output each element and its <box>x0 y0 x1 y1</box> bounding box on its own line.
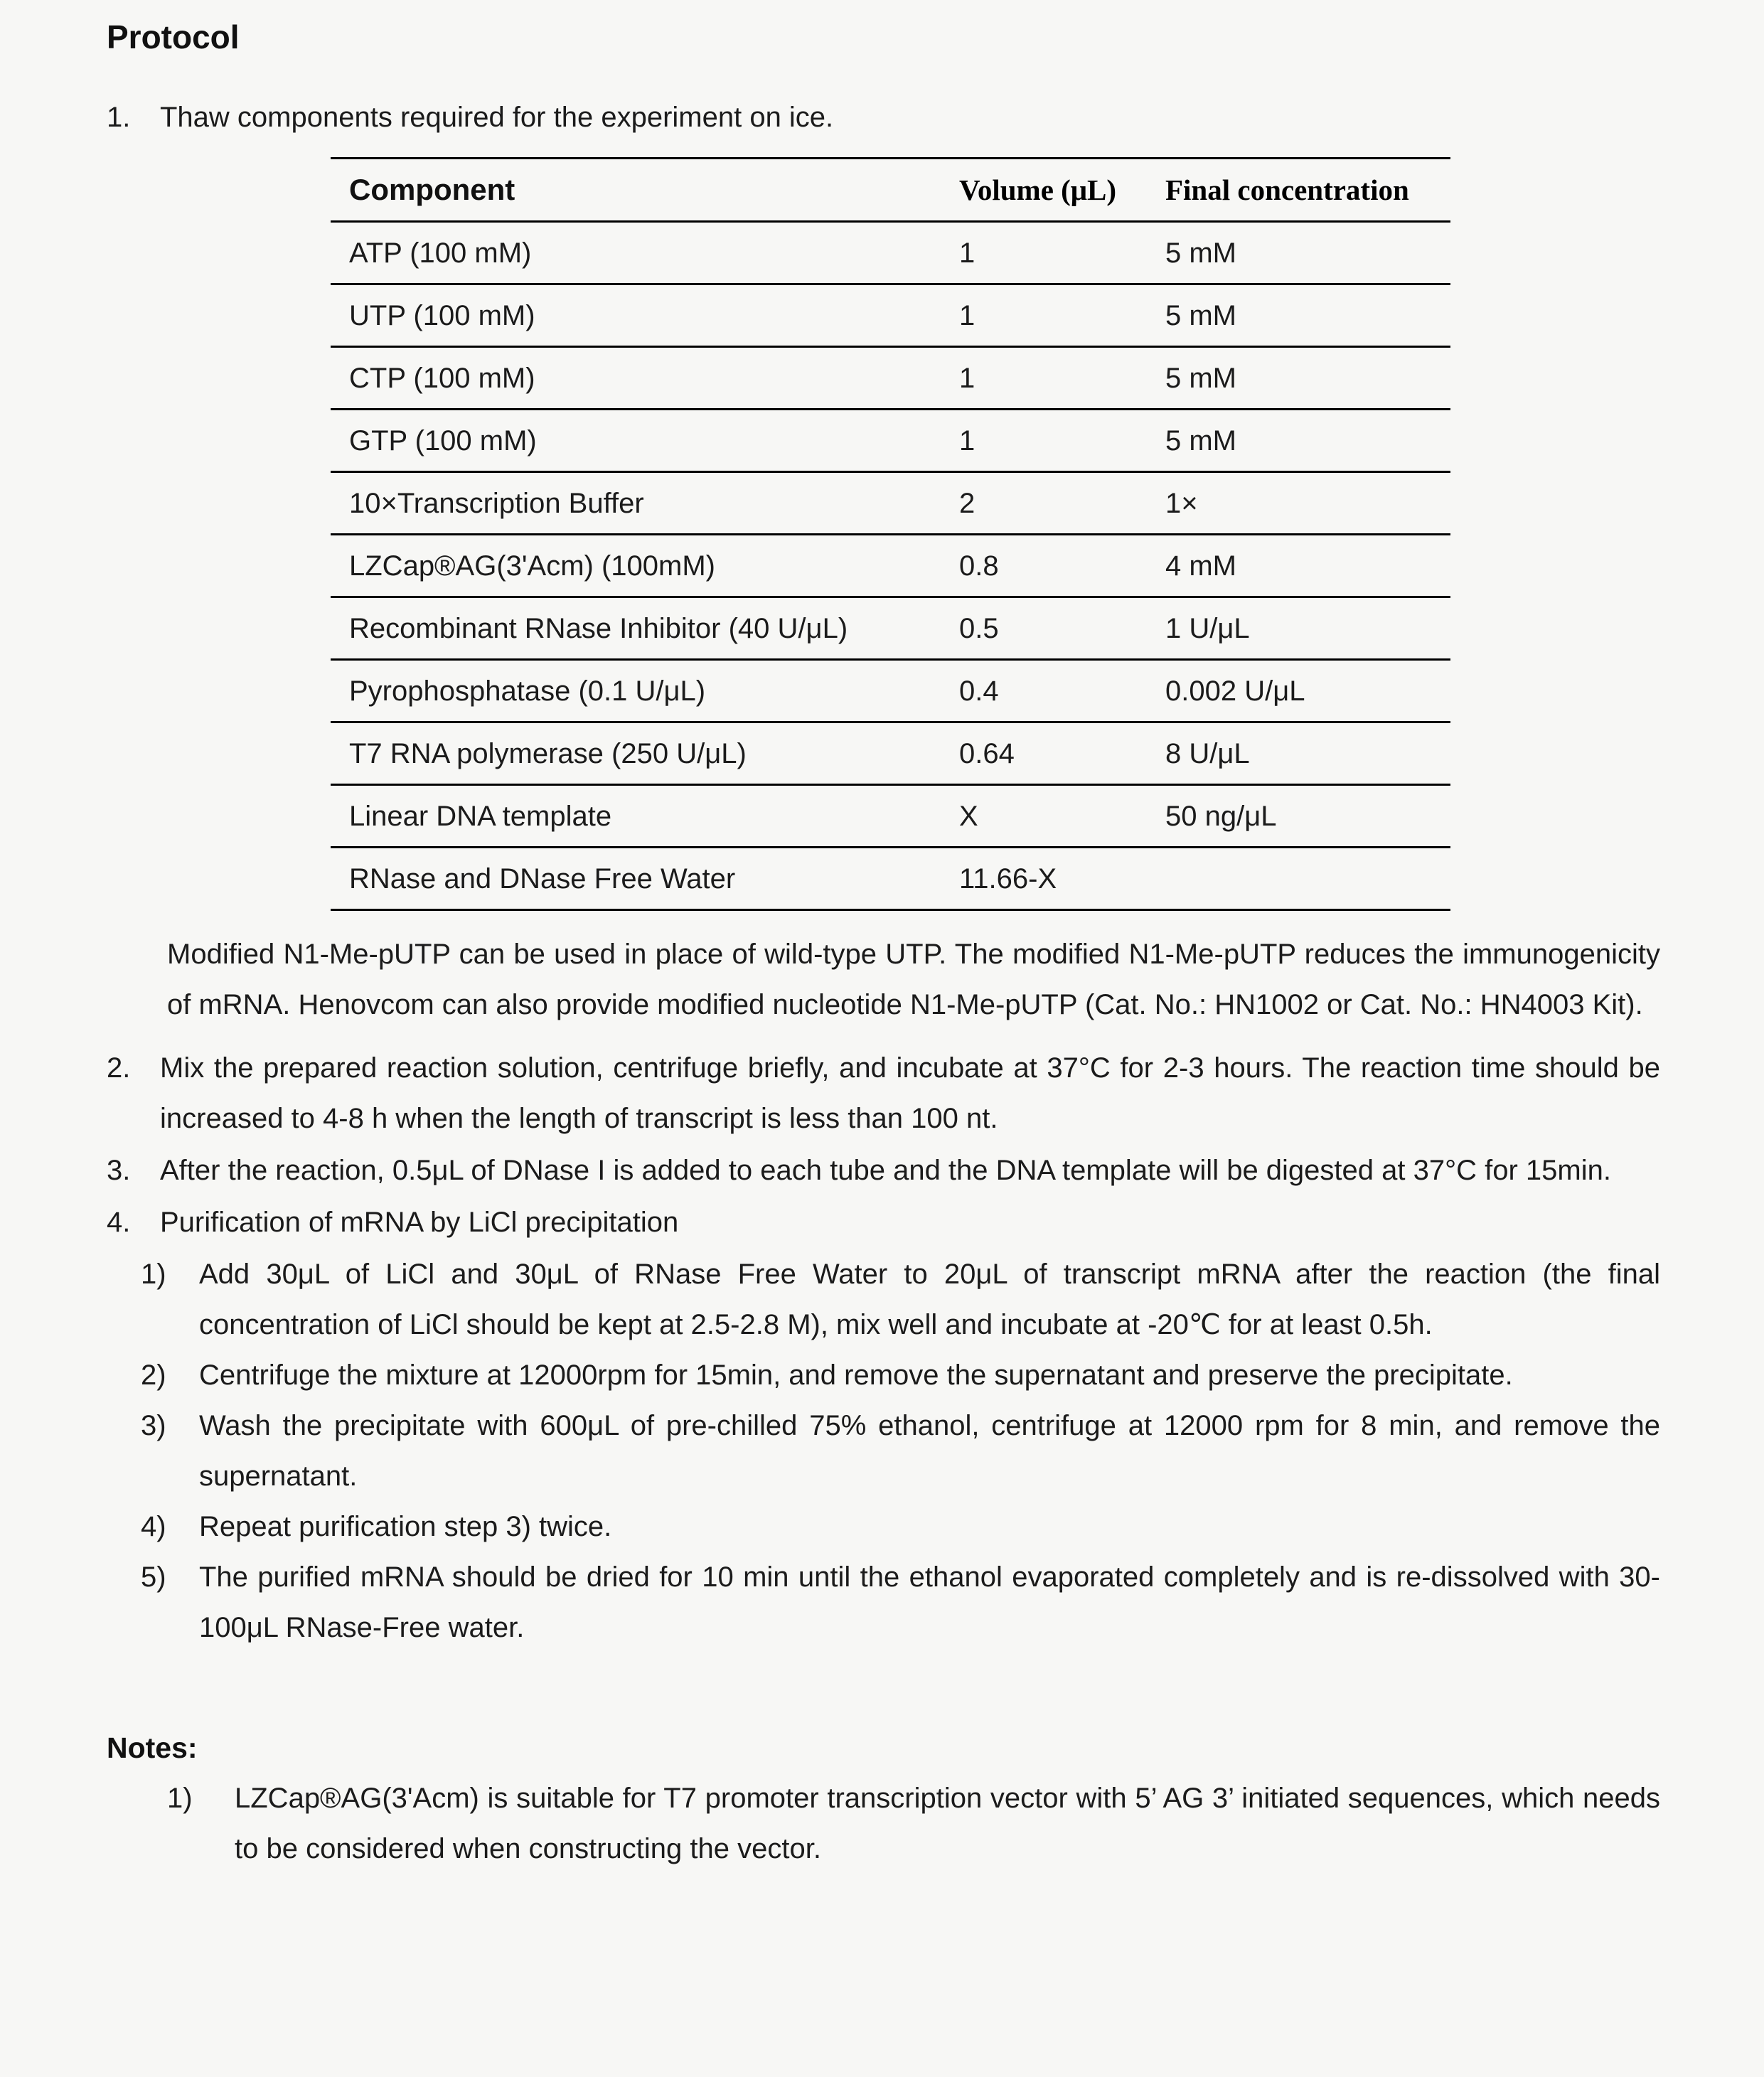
protocol-step-2 <box>107 1043 1660 1144</box>
substep-3 <box>141 1401 1660 1502</box>
step-number: 1. <box>107 102 131 133</box>
column-header-volume: Volume (μL) <box>959 159 1165 222</box>
step-text: After the reaction, 0.5μL of DNase I is added to each tube and the DNA template will be digested at 37°C for 15min. <box>160 1155 1611 1186</box>
table-row <box>331 347 1450 410</box>
step-text: Purification of mRNA by LiCl precipitation <box>160 1207 679 1238</box>
note-number: 1) <box>167 1783 193 1814</box>
step-text-wrap <box>160 92 1660 1042</box>
column-header-component: Component <box>331 159 959 222</box>
cell-component: LZCap®AG(3'Acm) (100mM) <box>331 535 959 597</box>
table-header-row <box>331 159 1450 222</box>
substep-number: 1) <box>141 1259 166 1290</box>
cell-volume: 0.8 <box>959 535 1165 597</box>
cell-volume: 11.66-X <box>959 848 1165 910</box>
substep-number: 2) <box>141 1360 166 1391</box>
substep-text: Add 30μL of LiCl and 30μL of RNase Free Water to 20μL of transcript mRNA after the reaction (the final concentration of LiCl should be kept at 2.5-2.8 M), mix well and incubate at -20℃ for at least 0.5h. <box>199 1259 1660 1340</box>
cell-concentration <box>1165 848 1450 910</box>
substep-number: 4) <box>141 1511 166 1542</box>
step-text: Thaw components required for the experiment on ice. <box>160 102 834 133</box>
substep-5 <box>141 1552 1660 1653</box>
note-text: LZCap®AG(3'Acm) is suitable for T7 promoter transcription vector with 5’ AG 3’ initiated sequences, which needs to be considered when constructing the vector. <box>235 1783 1660 1864</box>
substep-text: Centrifuge the mixture at 12000rpm for 15min, and remove the supernatant and preserve the precipitate. <box>199 1360 1513 1391</box>
notes-section <box>107 1723 1660 1874</box>
cell-concentration: 4 mM <box>1165 535 1450 597</box>
substep-text: Repeat purification step 3) twice. <box>199 1511 612 1542</box>
notes-heading: Notes: <box>107 1731 198 1764</box>
cell-concentration: 1 U/μL <box>1165 597 1450 660</box>
cell-component: CTP (100 mM) <box>331 347 959 410</box>
reagent-table <box>331 157 1450 911</box>
substep-text: The purified mRNA should be dried for 10 min until the ethanol evaporated completely and is re-dissolved with 30-100μL RNase-Free water. <box>199 1561 1660 1643</box>
page-title: Protocol <box>107 18 240 55</box>
step-number: 2. <box>107 1052 131 1084</box>
cell-component: Linear DNA template <box>331 785 959 848</box>
table-row <box>331 785 1450 848</box>
cell-concentration: 5 mM <box>1165 410 1450 472</box>
substep-2 <box>141 1350 1660 1401</box>
cell-volume: 1 <box>959 410 1165 472</box>
protocol-step-1 <box>107 92 1660 1042</box>
cell-concentration: 5 mM <box>1165 222 1450 284</box>
table-row <box>331 222 1450 284</box>
note-item-1 <box>167 1773 1660 1874</box>
substep-number: 5) <box>141 1561 166 1593</box>
step-number: 4. <box>107 1207 131 1238</box>
substep-1 <box>141 1249 1660 1350</box>
table-row <box>331 284 1450 347</box>
cell-component: GTP (100 mM) <box>331 410 959 472</box>
protocol-step-3 <box>107 1146 1660 1196</box>
cell-concentration: 5 mM <box>1165 284 1450 347</box>
cell-volume: 0.5 <box>959 597 1165 660</box>
cell-component: Recombinant RNase Inhibitor (40 U/μL) <box>331 597 959 660</box>
table-note-paragraph: Modified N1-Me-pUTP can be used in place of wild-type UTP. The modified N1-Me-pUTP reduces the immunogenicity of mRNA. Henovcom can also provide modified nucleotide N1-Me-pUTP (Cat. No.: HN1002 or Cat. No.: HN4003 Kit). <box>167 939 1660 1020</box>
cell-volume: X <box>959 785 1165 848</box>
column-header-final-concentration: Final concentration <box>1165 159 1450 222</box>
step-number: 3. <box>107 1155 131 1186</box>
protocol-step-4 <box>107 1197 1660 1248</box>
cell-component: Pyrophosphatase (0.1 U/μL) <box>331 660 959 722</box>
cell-concentration: 8 U/μL <box>1165 722 1450 785</box>
cell-volume: 0.64 <box>959 722 1165 785</box>
cell-volume: 2 <box>959 472 1165 535</box>
table-row <box>331 660 1450 722</box>
cell-concentration: 1× <box>1165 472 1450 535</box>
table-row <box>331 597 1450 660</box>
step-4-substeps <box>107 1249 1660 1653</box>
substep-4 <box>141 1502 1660 1552</box>
cell-component: UTP (100 mM) <box>331 284 959 347</box>
cell-component: RNase and DNase Free Water <box>331 848 959 910</box>
table-row <box>331 535 1450 597</box>
cell-volume: 0.4 <box>959 660 1165 722</box>
cell-volume: 1 <box>959 347 1165 410</box>
cell-component: T7 RNA polymerase (250 U/μL) <box>331 722 959 785</box>
cell-concentration: 50 ng/μL <box>1165 785 1450 848</box>
cell-component: 10×Transcription Buffer <box>331 472 959 535</box>
cell-concentration: 0.002 U/μL <box>1165 660 1450 722</box>
step-text: Mix the prepared reaction solution, centrifuge briefly, and incubate at 37°C for 2-3 hours. The reaction time should be increased to 4-8 h when the length of transcript is less than 100 nt. <box>160 1052 1660 1134</box>
table-row <box>331 722 1450 785</box>
cell-concentration: 5 mM <box>1165 347 1450 410</box>
reagent-table-body <box>331 222 1450 910</box>
cell-component: ATP (100 mM) <box>331 222 959 284</box>
substep-text: Wash the precipitate with 600μL of pre-chilled 75% ethanol, centrifuge at 12000 rpm for 8 min, and remove the supernatant. <box>199 1410 1660 1492</box>
cell-volume: 1 <box>959 222 1165 284</box>
cell-volume: 1 <box>959 284 1165 347</box>
table-row <box>331 410 1450 472</box>
table-row <box>331 472 1450 535</box>
reagent-table-header <box>331 159 1450 222</box>
substep-number: 3) <box>141 1410 166 1441</box>
table-row <box>331 848 1450 910</box>
